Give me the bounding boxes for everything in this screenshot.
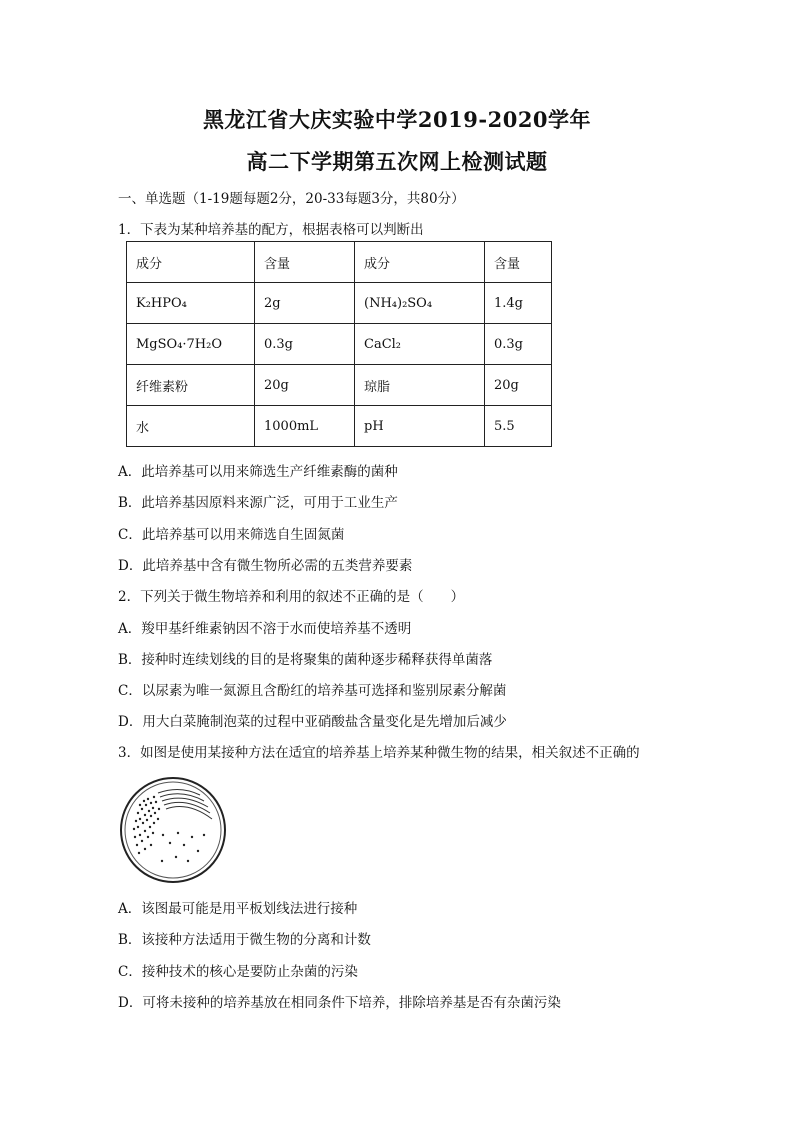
table-cell: 水 xyxy=(127,406,255,447)
title-line-1: 黑龙江省大庆实验中学2019-2020学年 xyxy=(202,107,592,132)
table-cell: 纤维素粉 xyxy=(127,365,255,406)
table-cell: 2g xyxy=(255,283,355,324)
q2-option-b: B．接种时连续划线的目的是将聚集的菌种逐步稀释获得单菌落 xyxy=(118,652,493,668)
table-row xyxy=(127,406,552,447)
table-cell: 琼脂 xyxy=(355,365,485,406)
table-row xyxy=(127,365,552,406)
q1-option-c: C．此培养基可以用来筛选自生固氮菌 xyxy=(118,527,345,543)
q1-option-d: D．此培养基中含有微生物所必需的五类营养要素 xyxy=(118,558,413,574)
table-cell: 20g xyxy=(255,365,355,406)
table-cell: 5.5 xyxy=(485,406,552,447)
table-cell: 1.4g xyxy=(485,283,552,324)
table-cell: CaCl₂ xyxy=(355,324,485,365)
table-cell: K₂HPO₄ xyxy=(127,283,255,324)
table-row xyxy=(127,242,552,283)
table-cell: 0.3g xyxy=(255,324,355,365)
section-heading: 一、单选题（1-19题每题2分，20-33每题3分，共80分） xyxy=(118,191,465,207)
table-cell: pH xyxy=(355,406,485,447)
table-row xyxy=(127,283,552,324)
q3-option-b: B．该接种方法适用于微生物的分离和计数 xyxy=(118,932,371,948)
question-2-stem: 2．下列关于微生物培养和利用的叙述不正确的是（ ） xyxy=(118,589,465,605)
question-3-stem: 3．如图是使用某接种方法在适宜的培养基上培养某种微生物的结果，相关叙述不正确的 xyxy=(118,745,640,761)
q2-option-a: A．羧甲基纤维素钠因不溶于水而使培养基不透明 xyxy=(118,621,412,637)
table-cell: MgSO₄·7H₂O xyxy=(127,324,255,365)
table-cell: 成分 xyxy=(355,242,485,283)
table-cell: 成分 xyxy=(127,242,255,283)
table-cell: 0.3g xyxy=(485,324,552,365)
table-cell: 含量 xyxy=(485,242,552,283)
q3-option-c: C．接种技术的核心是要防止杂菌的污染 xyxy=(118,964,358,980)
q1-option-b: B．此培养基因原料来源广泛，可用于工业生产 xyxy=(118,495,398,511)
table-cell: (NH₄)₂SO₄ xyxy=(355,283,485,324)
q1-option-a: A．此培养基可以用来筛选生产纤维素酶的菌种 xyxy=(118,464,398,480)
petri-dish-figure xyxy=(118,775,228,885)
q2-option-d: D．用大白菜腌制泡菜的过程中亚硝酸盐含量变化是先增加后减少 xyxy=(118,714,507,730)
dish-inner-rim xyxy=(125,782,221,878)
question-1-stem: 1．下表为某种培养基的配方，根据表格可以判断出 xyxy=(118,222,424,238)
table-cell: 1000mL xyxy=(255,406,355,447)
table-row xyxy=(127,324,552,365)
q3-option-d: D．可将未接种的培养基放在相同条件下培养，排除培养基是否有杂菌污染 xyxy=(118,995,561,1011)
q2-option-c: C．以尿素为唯一氮源且含酚红的培养基可选择和鉴别尿素分解菌 xyxy=(118,683,507,699)
title-line-2: 高二下学期第五次网上检测试题 xyxy=(246,149,548,174)
q3-option-a: A．该图最可能是用平板划线法进行接种 xyxy=(118,901,358,917)
colonies xyxy=(133,796,205,862)
table-cell: 含量 xyxy=(255,242,355,283)
culture-medium-table xyxy=(126,241,552,447)
table-cell: 20g xyxy=(485,365,552,406)
